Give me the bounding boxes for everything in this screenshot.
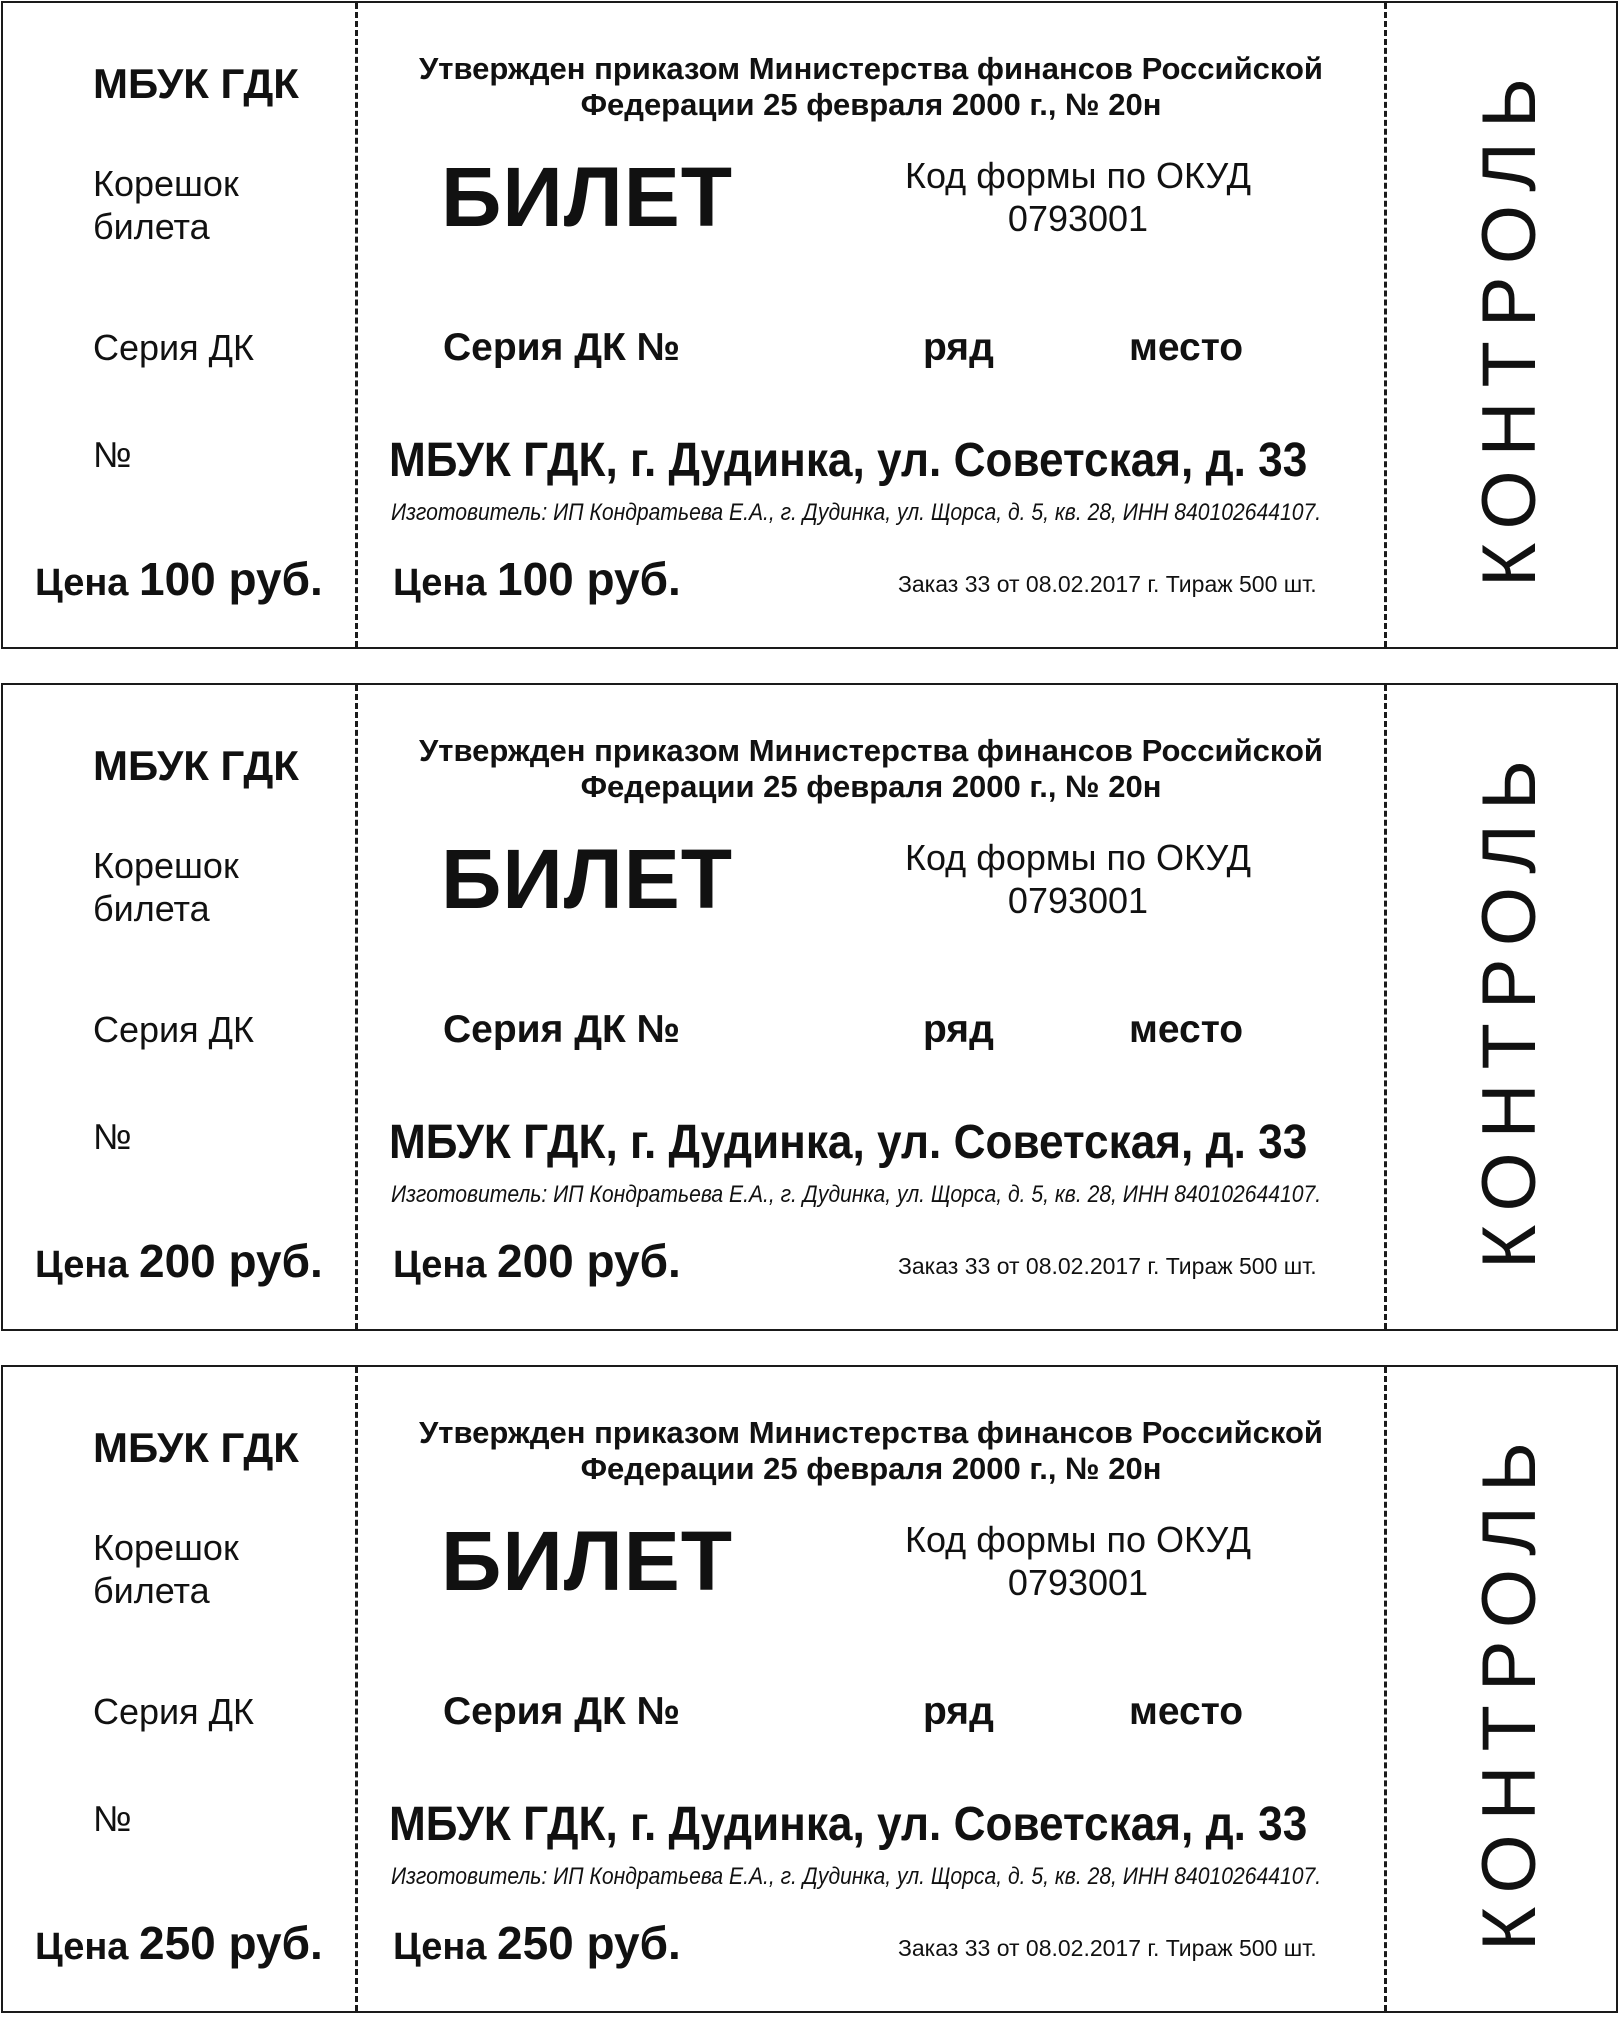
form-code: Код формы по ОКУД 0793001 [904,155,1252,239]
ticket-title: БИЛЕТ [441,832,734,926]
stub-price-word: Цена [35,1926,129,1968]
ticket-price [393,1918,681,1969]
stub-label: Корешок билета [93,163,239,247]
row-label: ряд [923,1008,994,1051]
approval-text: Утвержден приказом Министерства финансов Российской Федерации 25 февраля 2000 г., № 20н [419,51,1323,122]
stub-series-label: Серия ДК [93,1691,254,1732]
stub-perforation [355,1367,358,2011]
stub-price [35,1918,323,1969]
stub-price-word: Цена [35,562,129,604]
stub-perforation [355,685,358,1329]
stub-series-label: Серия ДК [93,1009,254,1050]
form-code: Код формы по ОКУД 0793001 [904,837,1252,921]
approval-text: Утвержден приказом Министерства финансов Российской Федерации 25 февраля 2000 г., № 20н [419,1415,1323,1486]
stub-price-amount: 100 руб. [139,553,323,605]
control-section [1411,3,1607,647]
price-amount: 200 руб. [497,1235,681,1287]
stub-price-word: Цена [35,1244,129,1286]
stub-perforation [355,3,358,647]
control-label: КОНТРОЛЬ [1466,1427,1552,1951]
order-info: Заказ 33 от 08.02.2017 г. Тираж 500 шт. [898,571,1317,597]
series-number-label: Серия ДК № [443,1690,681,1733]
row-label: ряд [923,326,994,369]
venue-address: МБУК ГДК, г. Дудинка, ул. Советская, д. 33 [389,434,1308,487]
stub-org: МБУК ГДК [93,60,299,107]
price-amount: 250 руб. [497,1917,681,1969]
stub-number-label: № [93,434,132,475]
seat-label: место [1129,1008,1244,1051]
control-perforation [1384,1367,1387,2011]
seat-label: место [1129,1690,1244,1733]
stub-price [35,1236,323,1287]
manufacturer-info: Изготовитель: ИП Кондратьева Е.А., г. Дудинка, ул. Щорса, д. 5, кв. 28, ИНН 840102644107. [391,1863,1322,1890]
row-label: ряд [923,1690,994,1733]
price-amount: 100 руб. [497,553,681,605]
control-perforation [1384,685,1387,1329]
ticket [1,1365,1618,2013]
venue-address: МБУК ГДК, г. Дудинка, ул. Советская, д. 33 [389,1798,1308,1851]
manufacturer-info: Изготовитель: ИП Кондратьева Е.А., г. Дудинка, ул. Щорса, д. 5, кв. 28, ИНН 840102644107. [391,499,1322,526]
stub-org: МБУК ГДК [93,742,299,789]
control-perforation [1384,3,1387,647]
stub-price [35,554,323,605]
seat-label: место [1129,326,1244,369]
control-section [1411,685,1607,1329]
price-word: Цена [393,1926,487,1968]
ticket-title: БИЛЕТ [441,1514,734,1608]
price-word: Цена [393,1244,487,1286]
stub-label: Корешок билета [93,845,239,929]
ticket-price [393,1236,681,1287]
approval-text: Утвержден приказом Министерства финансов Российской Федерации 25 февраля 2000 г., № 20н [419,733,1323,804]
control-section [1411,1367,1607,2011]
stub-label: Корешок билета [93,1527,239,1611]
manufacturer-info: Изготовитель: ИП Кондратьева Е.А., г. Дудинка, ул. Щорса, д. 5, кв. 28, ИНН 840102644107. [391,1181,1322,1208]
series-number-label: Серия ДК № [443,326,681,369]
order-info: Заказ 33 от 08.02.2017 г. Тираж 500 шт. [898,1253,1317,1279]
ticket [1,1,1618,649]
ticket-title: БИЛЕТ [441,150,734,244]
stub-price-amount: 250 руб. [139,1917,323,1969]
price-word: Цена [393,562,487,604]
ticket [1,683,1618,1331]
ticket-price [393,554,681,605]
stub-number-label: № [93,1798,132,1839]
order-info: Заказ 33 от 08.02.2017 г. Тираж 500 шт. [898,1935,1317,1961]
venue-address: МБУК ГДК, г. Дудинка, ул. Советская, д. 33 [389,1116,1308,1169]
stub-series-label: Серия ДК [93,327,254,368]
stub-org: МБУК ГДК [93,1424,299,1471]
stub-number-label: № [93,1116,132,1157]
form-code: Код формы по ОКУД 0793001 [904,1519,1252,1603]
stub-price-amount: 200 руб. [139,1235,323,1287]
series-number-label: Серия ДК № [443,1008,681,1051]
control-label: КОНТРОЛЬ [1466,63,1552,587]
control-label: КОНТРОЛЬ [1466,745,1552,1269]
